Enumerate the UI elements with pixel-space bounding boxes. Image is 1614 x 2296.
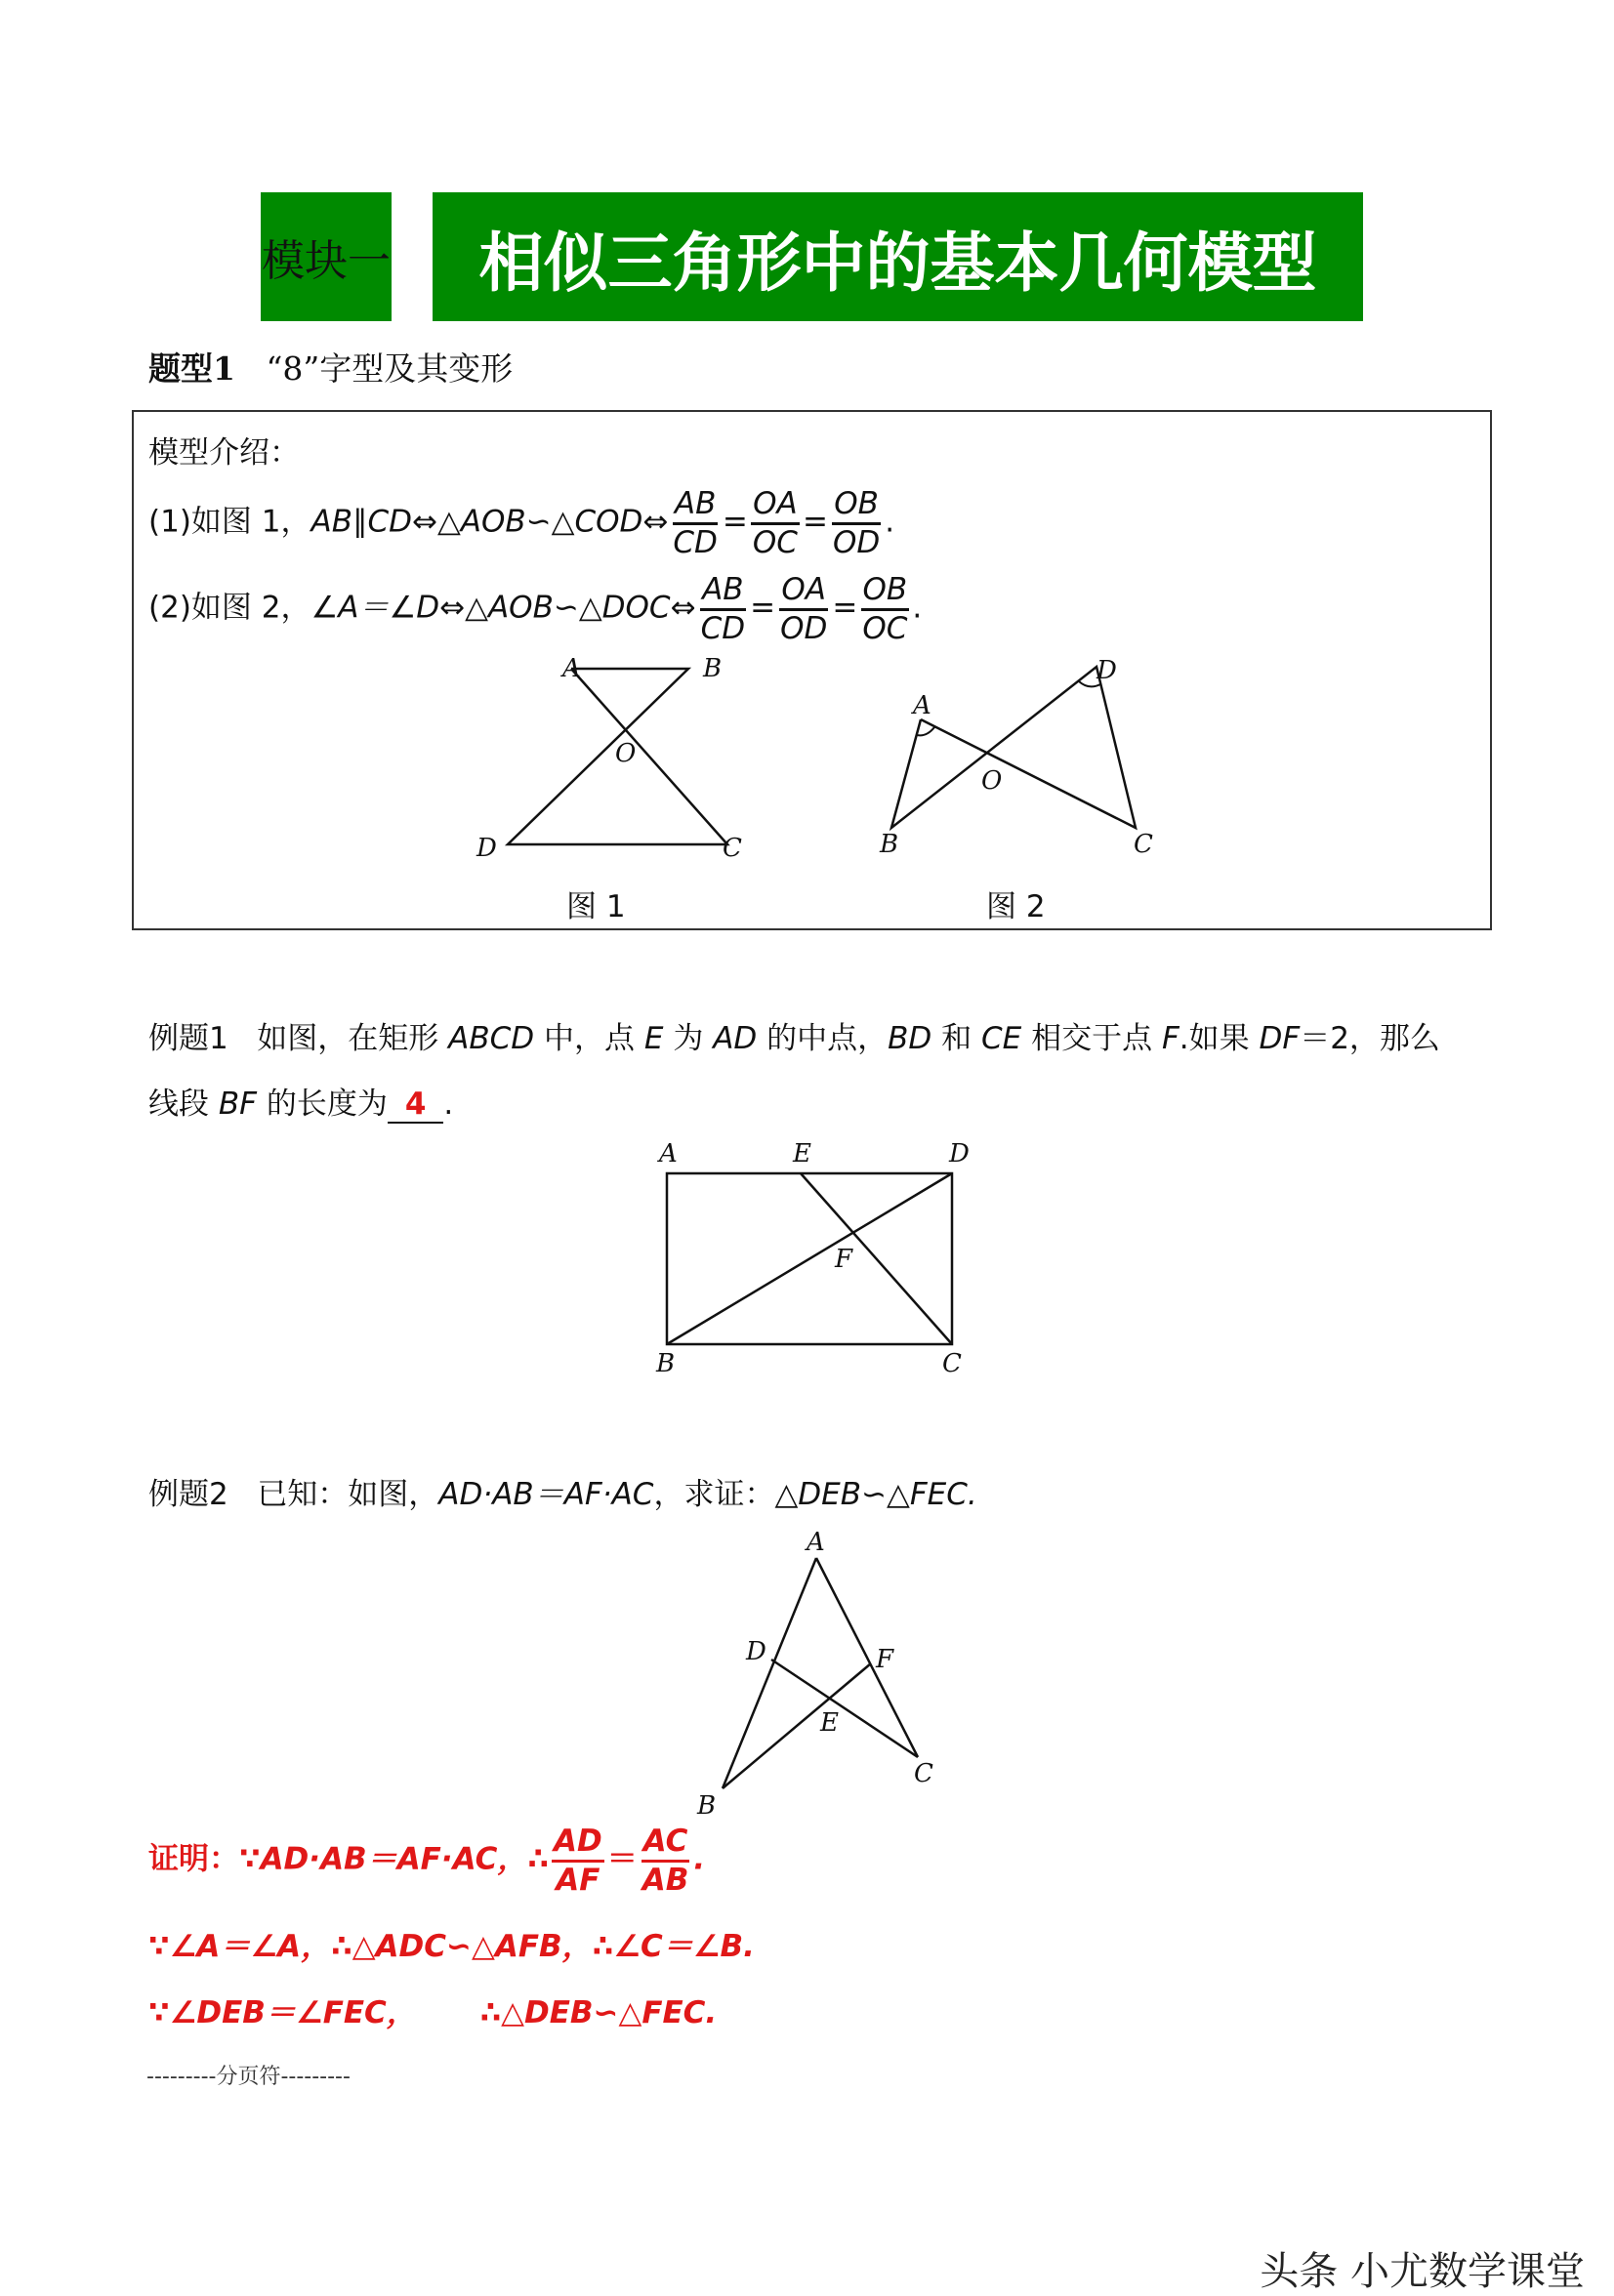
answer-blank (388, 1086, 444, 1124)
proof-line-2: ∵∠A＝∠A，∴△ADC∽△AFB，∴∠C＝∠B. (148, 1929, 755, 1964)
fraction: $\frac{AD}{AF}$ (554, 1824, 602, 1898)
label-O: O (615, 739, 637, 768)
label-F: F (835, 1245, 853, 1274)
example-2-statement: 例题2 已知：如图，AD·AB＝AF·AC，求证：△DEB∽△FEC. (148, 1477, 977, 1512)
section-subtitle: “8”字型及其变形 (266, 349, 514, 388)
module-tag: 模块一 (261, 192, 392, 321)
label-F: F (876, 1645, 894, 1674)
figure-1-caption: 图 1 (566, 889, 626, 924)
section-title (148, 344, 513, 390)
label-E: E (793, 1139, 811, 1168)
label-C: C (942, 1349, 962, 1378)
section-label: 题型1 (148, 349, 235, 388)
figure-2-caption: 图 2 (986, 889, 1046, 924)
example-2-figure (683, 1523, 957, 1825)
label-B: B (880, 830, 899, 859)
fraction: $\frac{OA}{OC}$ (752, 486, 798, 560)
page-break-marker: ---------分页符--------- (146, 2065, 351, 2089)
figure-2 (874, 649, 1196, 874)
fraction: $\frac{AC}{AB}$ (641, 1824, 689, 1898)
label-A: A (807, 1528, 825, 1557)
label-A: A (659, 1139, 678, 1168)
label-C: C (1134, 830, 1153, 859)
fraction: $\frac{OB}{OD}$ (832, 486, 881, 560)
label-D: D (746, 1637, 766, 1666)
label-B: B (697, 1791, 717, 1821)
proof-line-1: 证明：∵AD·AB＝AF·AC，∴ $\frac{AD}{AF}$ ＝ $\frac{AC}{AB}$ . (148, 1824, 706, 1898)
label-D: D (476, 834, 497, 863)
fraction: $\frac{AB}{CD}$ (700, 572, 746, 646)
label-B: B (656, 1349, 676, 1378)
example-1-line-2: 线段 BF 的长度为 4 . (148, 1086, 454, 1122)
label-O: O (981, 766, 1003, 796)
example-1-line-1: 例题1 如图，在矩形 ABCD 中，点 E 为 AD 的中点，BD 和 CE 相交于点 F.如果 DF＝2，那么 (148, 1021, 1440, 1056)
label-C: C (914, 1759, 933, 1788)
label-D: D (1097, 656, 1117, 685)
label-E: E (820, 1708, 839, 1738)
fraction: $\frac{OA}{OD}$ (780, 572, 828, 646)
model-item-2: (2)如图 2，∠A＝∠D⇔△AOB∽△DOC⇔ $\frac{AB}{CD}$ = $\frac{OA}{OD}$ = $\frac{OB}{OC}$ . (148, 572, 923, 646)
label-C: C (723, 834, 742, 863)
fraction: $\frac{OB}{OC}$ (862, 572, 908, 646)
label-A: A (562, 654, 581, 683)
label-D: D (949, 1139, 970, 1168)
model-item-1: (1)如图 1，AB∥CD⇔△AOB∽△COD⇔ $\frac{AB}{CD}$ = $\frac{OA}{OC}$ = $\frac{OB}{OD}$ . (148, 486, 895, 560)
watermark-text: 头条 小尤数学课堂 (1260, 2249, 1585, 2294)
fraction: $\frac{AB}{CD}$ (673, 486, 718, 560)
label-A: A (913, 691, 931, 720)
figure-1 (459, 649, 752, 874)
proof-line-3: ∵∠DEB＝∠FEC， ∴△DEB∽△FEC. (148, 1995, 718, 2030)
example-1-label: 例题1 (148, 1021, 228, 1056)
answer-value: 4 (404, 1086, 427, 1122)
example-1-figure (644, 1132, 986, 1386)
module-title: 相似三角形中的基本几何模型 (433, 192, 1363, 321)
model-heading: 模型介绍： (148, 435, 300, 471)
example-2-label: 例题2 (148, 1477, 228, 1512)
label-B: B (703, 654, 723, 683)
